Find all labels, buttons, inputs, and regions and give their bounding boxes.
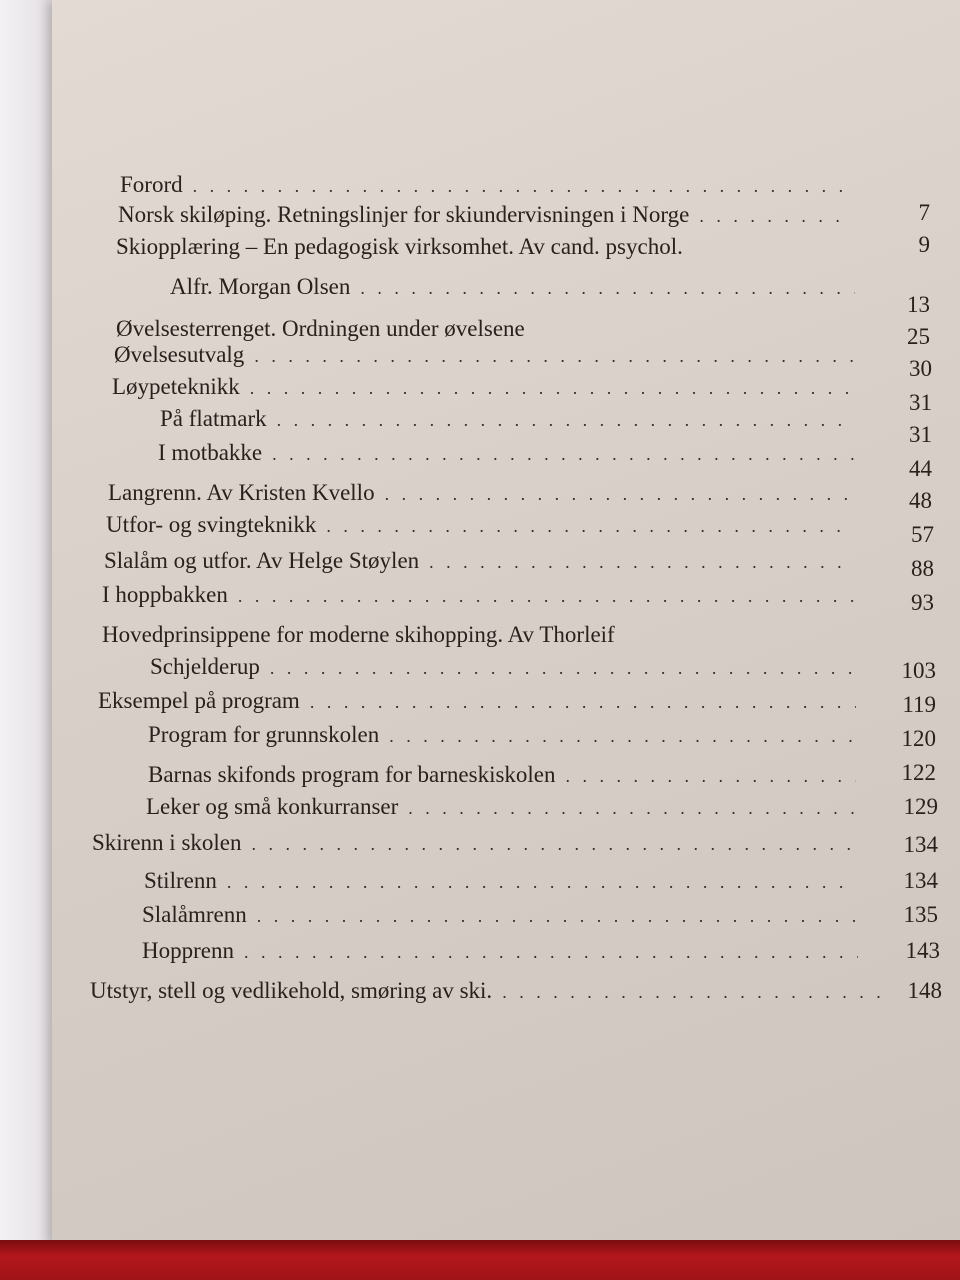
toc-entry-title: Forord — [120, 172, 183, 197]
dot-leader — [699, 199, 853, 233]
toc-entry — [114, 338, 864, 372]
dot-leader — [502, 975, 890, 1009]
toc-entry-title: Slalåm og utfor. Av Helge Støylen — [104, 548, 420, 573]
dot-leader — [385, 477, 854, 511]
toc-entry-title: Slalåmrenn — [142, 902, 247, 927]
toc-entry — [142, 934, 868, 968]
toc-entry-title: På flatmark — [160, 406, 267, 431]
toc-entry-page: 93 — [911, 590, 934, 615]
toc-entry — [102, 618, 864, 652]
toc-entry-page: 119 — [902, 692, 936, 717]
toc-entry-title: Norsk skiløping. Retningslinjer for skiundervisningen i Norge — [118, 202, 690, 227]
toc-entry — [102, 578, 864, 612]
toc-entry-title: Hovedprinsippene for moderne skihopping. Av Thorleif — [102, 622, 615, 647]
toc-entry-title: Øvelsesutvalg — [114, 342, 245, 367]
toc-entry-title: I motbakke — [158, 440, 263, 465]
dot-leader — [252, 827, 857, 861]
dot-leader — [566, 759, 856, 793]
toc-entry — [170, 270, 865, 304]
toc-entry — [142, 898, 866, 932]
toc-entry-title: Skirenn i skolen — [92, 830, 242, 855]
toc-entry — [120, 168, 865, 202]
toc-entry-page: 135 — [903, 902, 938, 927]
toc-entry — [108, 476, 864, 510]
toc-entry — [148, 718, 866, 752]
toc-entry — [90, 974, 900, 1008]
toc-entry-page: 134 — [903, 868, 938, 893]
toc-entry-page: 7 — [918, 200, 930, 225]
dot-leader — [250, 371, 854, 405]
toc-entry-page: 48 — [909, 488, 932, 513]
toc-entry — [98, 684, 866, 718]
toc-entry-title: Schjelderup — [150, 654, 260, 679]
toc-entry-page: 88 — [911, 556, 934, 581]
toc-entry-page: 148 — [907, 978, 942, 1003]
toc-entry-page: 143 — [905, 938, 940, 963]
toc-entry-title: Utfor- og svingteknikk — [106, 512, 317, 537]
toc-entry-page: 31 — [909, 390, 932, 415]
red-cover-edge — [0, 1240, 960, 1280]
toc-entry — [144, 864, 866, 898]
toc-entry — [158, 436, 864, 470]
dot-leader — [270, 651, 854, 685]
toc-entry-page: 31 — [909, 422, 932, 447]
toc-entry — [160, 402, 864, 436]
toc-entry-title: Stilrenn — [144, 868, 217, 893]
toc-entry-title: Øvelsesterrenget. Ordningen under øvelsene — [116, 316, 525, 341]
toc-entry-title: Langrenn. Av Kristen Kvello — [108, 480, 375, 505]
toc-entry — [150, 650, 864, 684]
toc-entry-page: 120 — [901, 726, 936, 751]
toc-entry-title: Program for grunnskolen — [148, 722, 380, 747]
toc-entry-title: I hoppbakken — [102, 582, 228, 607]
dot-leader — [408, 791, 856, 825]
dot-leader — [310, 685, 856, 719]
toc-entry-page: 30 — [909, 356, 932, 381]
toc-entry-title: Skiopplæring – En pedagogisk virksomhet. Av cand. psychol. — [116, 234, 683, 259]
dot-leader — [227, 865, 856, 899]
toc-entry — [112, 370, 864, 404]
toc-entry-page: 25 — [907, 324, 930, 349]
dot-leader — [326, 509, 854, 543]
toc-entry-page: 129 — [903, 794, 938, 819]
toc-entry — [116, 230, 864, 264]
toc-entry — [148, 758, 866, 792]
toc-entry-title: Alfr. Morgan Olsen — [170, 274, 351, 299]
toc-entry-title: Barnas skifonds program for barneskiskolen — [148, 762, 556, 787]
dot-leader — [272, 437, 854, 471]
toc-entry — [106, 508, 864, 542]
dot-leader — [429, 545, 854, 579]
toc-entry-page: 44 — [909, 456, 932, 481]
dot-leader — [389, 719, 856, 753]
toc-entry — [104, 544, 864, 578]
toc-entry — [92, 826, 866, 860]
dot-leader — [254, 339, 854, 373]
toc-entry-title: Hopprenn — [142, 938, 234, 963]
dot-leader — [360, 271, 855, 305]
toc-entry-page: 103 — [901, 658, 936, 683]
toc-entry-title: Løypeteknikk — [112, 374, 240, 399]
toc-entry-page: 122 — [901, 760, 936, 785]
toc-entry-title: Leker og små konkurranser — [146, 794, 399, 819]
toc-entry-page: 9 — [918, 232, 930, 257]
toc-entry-page: 13 — [907, 292, 930, 317]
toc-entry-title: Eksempel på program — [98, 688, 300, 713]
dot-leader — [244, 935, 858, 969]
toc-entry-title: Utstyr, stell og vedlikehold, smøring av ski. — [90, 978, 493, 1003]
dot-leader — [257, 899, 856, 933]
toc-entry — [146, 790, 866, 824]
toc-entry — [118, 198, 863, 232]
dot-leader — [277, 403, 854, 437]
toc-entry-page: 134 — [903, 832, 938, 857]
toc-entry-page: 57 — [911, 522, 934, 547]
dot-leader — [238, 579, 854, 613]
